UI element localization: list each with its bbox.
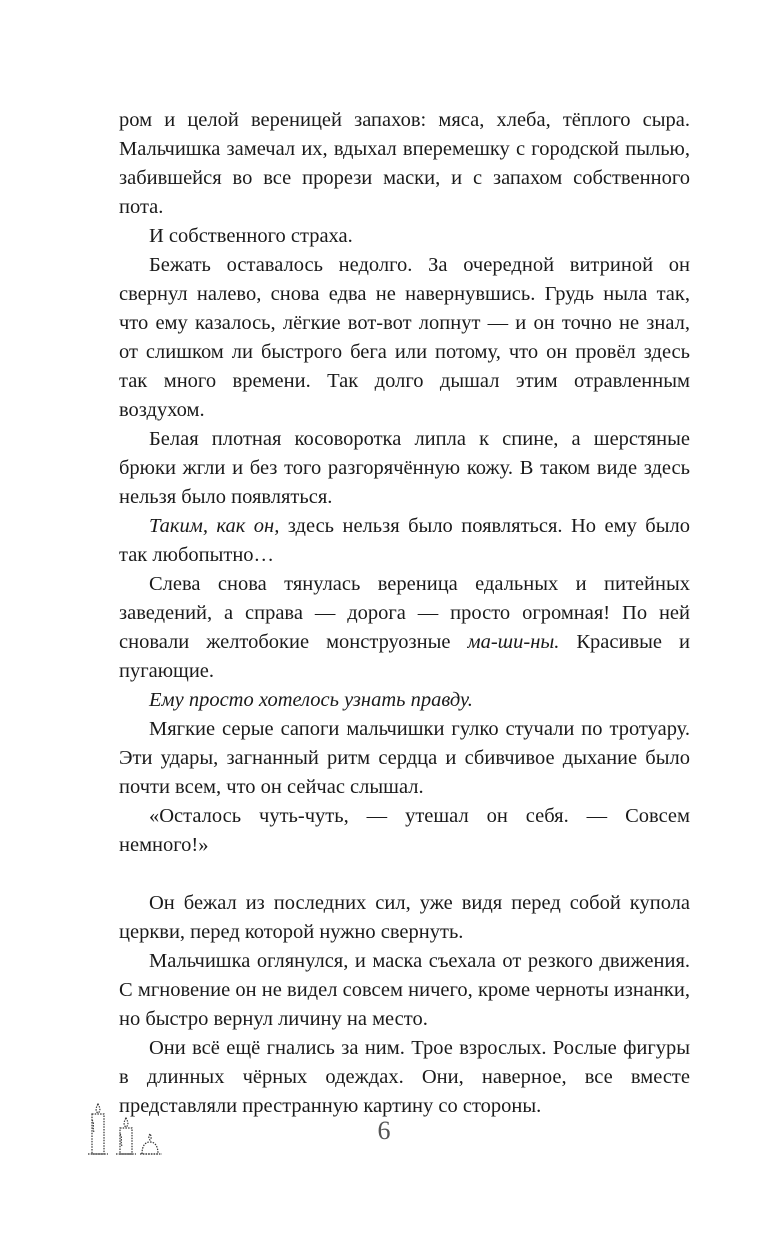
paragraph-6-before: Слева снова тянулась вереница едальных и питейных заведений, а справа — дорога — просто огромная! По ней сновали желтобокие монструозные	[119, 573, 690, 653]
paragraph-10: Он бежал из последних сил, уже видя перед собой купола церкви, перед которой нужно свернуть.	[119, 892, 690, 943]
italic-word-mashiny: ма-ши-ны.	[467, 631, 560, 653]
body-text	[119, 106, 690, 1121]
paragraph-9: «Осталось чуть-чуть, — утешал он себя. — Совсем немного!»	[119, 805, 690, 856]
paragraph-12: Они всё ещё гнались за ним. Трое взрослых. Рослые фигуры в длинных чёрных одеждах. Они, наверное, все вместе представляли престранную картину со стороны.	[119, 1037, 690, 1117]
paragraph-11: Мальчишка оглянулся, и маска съехала от резкого движения. С мгновение он не видел совсем ничего, кроме черноты изнанки, но быстро вернул личину на место.	[119, 950, 690, 1030]
paragraph-6-after: Красивые и пугающие.	[119, 631, 690, 682]
paragraph-2: И собственного страха.	[149, 225, 353, 247]
italic-phrase: Таким, как он,	[149, 515, 280, 537]
italic-sentence: Ему просто хотелось узнать правду.	[149, 689, 473, 711]
paragraph-5	[119, 512, 690, 570]
paragraph-8: Мягкие серые сапоги мальчишки гулко стучали по тротуару. Эти удары, загнанный ритм сердца и сбивчивое дыхание было почти всем, что он сейчас слышал.	[119, 718, 690, 798]
page-number: 6	[377, 1116, 391, 1145]
paragraph-3: Бежать оставалось недолго. За очередной витриной он свернул налево, снова едва не навернувшись. Грудь ныла так, что ему казалось, лёгкие вот-вот лопнут — и он точно не знал, от слишком ли быстрого бега или потому, что он провёл здесь так много времени. Так долго дышал этим отравленным воздухом.	[119, 254, 690, 421]
paragraph-4: Белая плотная косоворотка липла к спине, а шерстяные брюки жгли и без того разгорячённую кожу. В таком виде здесь нельзя было появляться.	[119, 428, 690, 508]
paragraph-1: ром и целой вереницей запахов: мяса, хлеба, тёплого сыра. Мальчишка замечал их, вдыхал вперемешку с городской пылью, забившейся во все прорези маски, и с запахом собственного пота.	[119, 109, 690, 218]
paragraph-5-rest: здесь нельзя было появляться. Но ему было так любопытно…	[119, 515, 690, 566]
paragraph-6	[119, 570, 690, 686]
paragraph-7	[119, 686, 690, 715]
